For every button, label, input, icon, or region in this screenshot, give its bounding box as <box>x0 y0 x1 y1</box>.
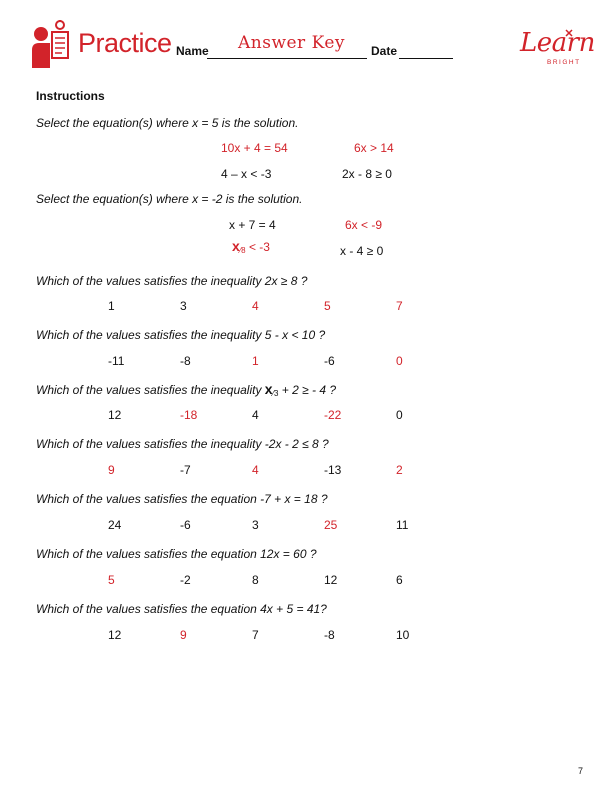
answer-option: 10x + 4 = 54 <box>221 141 288 155</box>
answer-option: 1 <box>252 354 259 368</box>
answer-option: x⁄8 < -3 <box>232 238 270 255</box>
fraction-rest: < -3 <box>248 240 270 254</box>
answer-option: 24 <box>108 518 122 532</box>
answer-option: -7 <box>180 463 191 477</box>
name-line <box>207 58 367 59</box>
answer-option: 2x - 8 ≥ 0 <box>342 167 392 181</box>
answer-option: 4 <box>252 408 259 422</box>
answer-option: -6 <box>324 354 335 368</box>
question-prompt: Select the equation(s) where x = 5 is the solution. <box>36 116 299 130</box>
answer-option: 4 – x < -3 <box>221 167 272 181</box>
date-line <box>399 58 453 59</box>
question-prompt: Which of the values satisfies the inequality 5 - x < 10 ? <box>36 328 326 342</box>
answer-key-text: Answer Key <box>238 33 345 53</box>
question-prompt: Select the equation(s) where x = -2 is the solution. <box>36 192 303 206</box>
fraction-numerator: x <box>232 238 240 254</box>
answer-option: 10 <box>396 628 410 642</box>
instructions-heading: Instructions <box>36 89 105 103</box>
fraction-numerator: x <box>264 381 273 397</box>
answer-option: 11 <box>396 518 409 532</box>
practice-person-icon <box>30 20 74 70</box>
question-prompt: Which of the values satisfies the equation -7 + x = 18 ? <box>36 492 328 506</box>
answer-option: 4 <box>252 299 259 313</box>
answer-option: x - 4 ≥ 0 <box>340 244 384 258</box>
practice-title: Practice <box>78 28 172 58</box>
answer-option: 3 <box>180 299 187 313</box>
answer-option: -6 <box>180 518 191 532</box>
answer-option: 25 <box>324 518 338 532</box>
prompt-text: + 2 ≥ - 4 ? <box>281 383 337 397</box>
answer-option: -22 <box>324 408 342 422</box>
question-prompt: Which of the values satisfies the inequality -2x - 2 ≤ 8 ? <box>36 437 329 451</box>
answer-option: 9 <box>108 463 115 477</box>
answer-option: 5 <box>108 573 115 587</box>
answer-option: 6x < -9 <box>345 218 383 232</box>
date-label: Date <box>371 44 398 58</box>
fraction-denominator: 3 <box>273 389 279 398</box>
answer-option: x + 7 = 4 <box>229 218 276 232</box>
name-label: Name <box>176 44 209 58</box>
prompt-text: Which of the values satisfies the inequality <box>36 383 262 397</box>
logo-bright-text: BRIGHT <box>547 59 581 66</box>
answer-option: 9 <box>180 628 187 642</box>
question-prompt: Which of the values satisfies the equation 12x = 60 ? <box>36 547 317 561</box>
answer-option: -8 <box>180 354 191 368</box>
answer-option: 2 <box>396 463 403 477</box>
question-prompt: Which of the values satisfies the equation 4x + 5 = 41? <box>36 602 327 616</box>
answer-option: 3 <box>252 518 259 532</box>
answer-option: 8 <box>252 573 259 587</box>
answer-option: -8 <box>324 628 335 642</box>
answer-option: -2 <box>180 573 191 587</box>
answer-option: -13 <box>324 463 342 477</box>
answer-option: -18 <box>180 408 198 422</box>
answer-option: 12 <box>108 408 122 422</box>
answer-option: 5 <box>324 299 331 313</box>
fraction-denominator: 8 <box>241 246 246 255</box>
answer-option: 12 <box>108 628 122 642</box>
answer-option: -11 <box>108 354 125 368</box>
answer-option: 4 <box>252 463 259 477</box>
answer-option: 12 <box>324 573 338 587</box>
question-prompt: Which of the values satisfies the inequality x⁄3 + 2 ≥ - 4 ? <box>36 381 337 398</box>
logo-learn-text: Learn <box>520 28 595 58</box>
answer-option: 0 <box>396 354 403 368</box>
answer-option: 1 <box>108 299 115 313</box>
answer-option: 7 <box>396 299 403 313</box>
answer-option: 0 <box>396 408 403 422</box>
answer-option: 7 <box>252 628 259 642</box>
answer-option: 6 <box>396 573 403 587</box>
page-number: 7 <box>578 766 584 776</box>
question-prompt: Which of the values satisfies the inequality 2x ≥ 8 ? <box>36 274 308 288</box>
answer-option: 6x > 14 <box>354 141 394 155</box>
